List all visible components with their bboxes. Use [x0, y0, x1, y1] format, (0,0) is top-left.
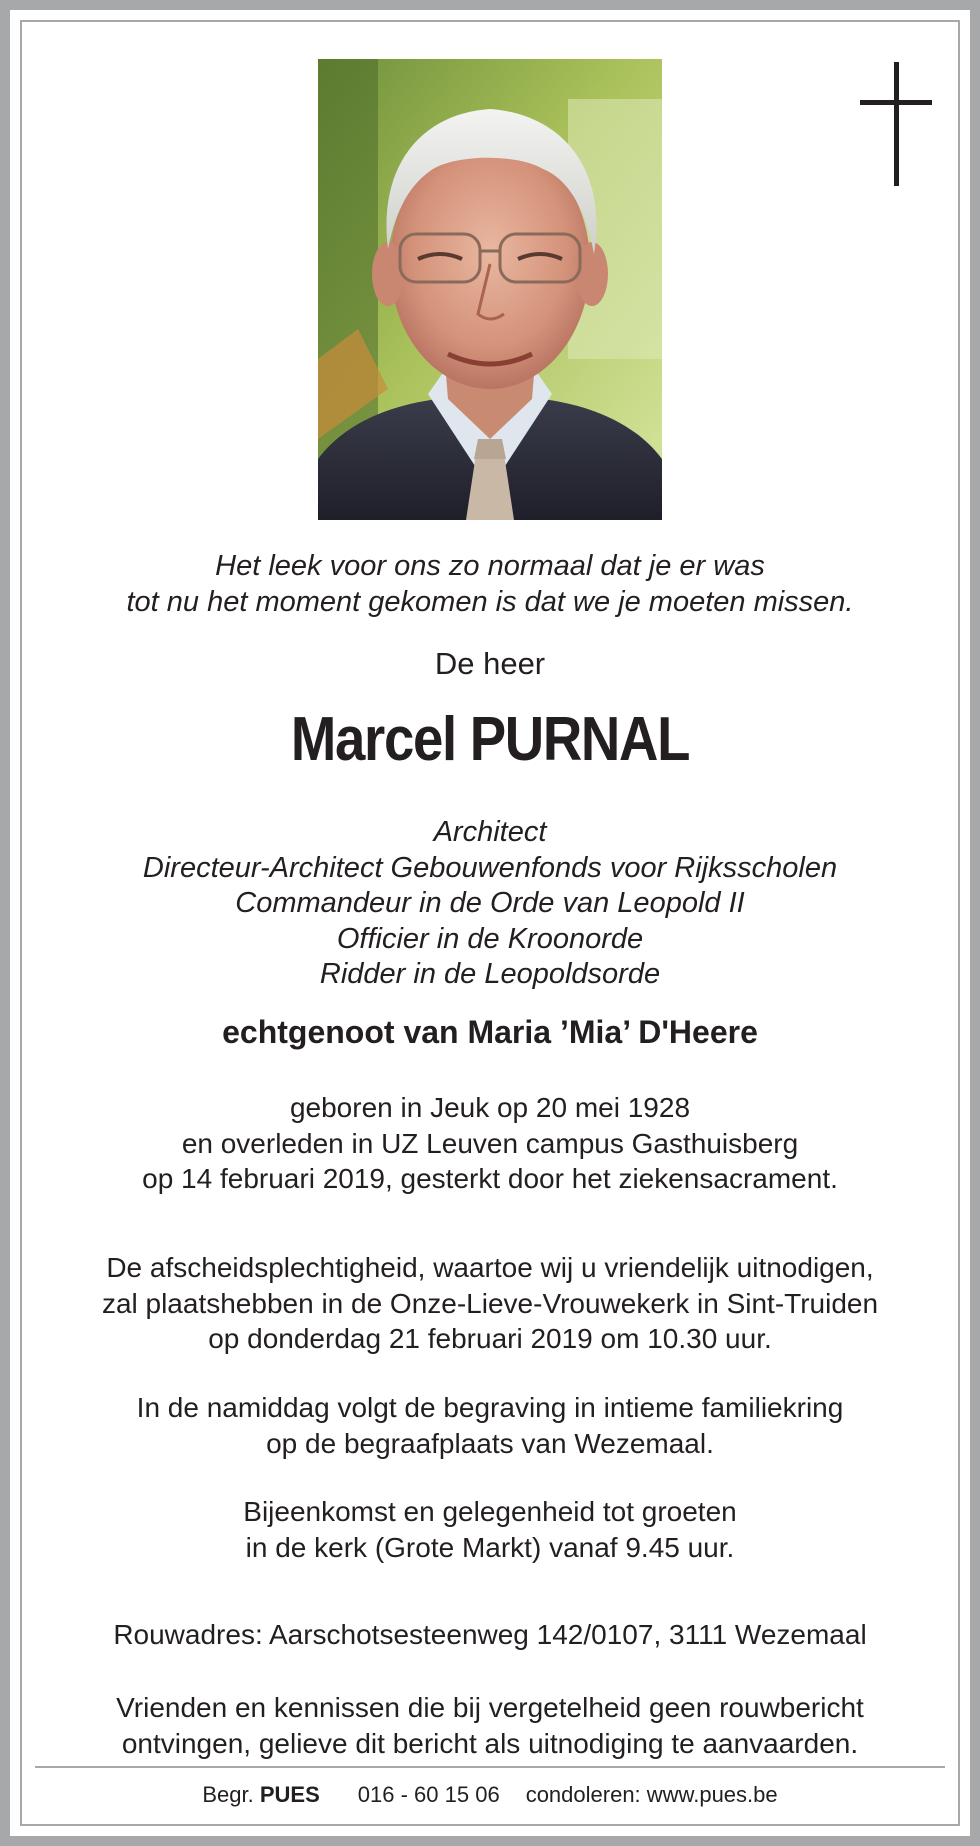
burial-line: op de begraafplaats van Wezemaal.: [266, 1427, 714, 1459]
title-line: Commandeur in de Orde van Leopold II: [235, 887, 745, 919]
poem: [30, 548, 950, 620]
salutation: De heer: [434, 646, 546, 681]
poem-line: tot nu het moment gekomen is dat we je moeten missen.: [126, 586, 854, 618]
ceremony-line: zal plaatshebben in de Onze-Lieve-Vrouwekerk in Sint-Truiden: [101, 1287, 879, 1319]
ceremony-line: De afscheidsplechtigheid, waartoe wij u vriendelijk uitnodigen,: [106, 1252, 874, 1283]
birth-death-details: [30, 1090, 950, 1197]
undertaker-name: PUES: [259, 1782, 320, 1807]
condolence-link[interactable]: condoleren: www.pues.be: [525, 1782, 778, 1807]
birth-death-line: en overleden in UZ Leuven campus Gasthuisberg: [181, 1127, 799, 1159]
footer-prefix: Begr.: [202, 1782, 254, 1807]
birth-death-line: geboren in Jeuk op 20 mei 1928: [289, 1092, 691, 1123]
friends-notice-line: ontvingen, gelieve dit bericht als uitnodiging te aanvaarden.: [121, 1727, 859, 1759]
gathering-line: Bijeenkomst en gelegenheid tot groeten: [243, 1496, 737, 1527]
spouse: echtgenoot van Maria ’Mia’ D'Heere: [222, 1014, 758, 1050]
gathering-line: in de kerk (Grote Markt) vanaf 9.45 uur.: [245, 1531, 735, 1563]
title-line: Officier in de Kroonorde: [336, 922, 644, 955]
undertaker-phone: 016 - 60 15 06: [357, 1782, 500, 1807]
portrait-photo: [318, 59, 662, 520]
ceremony-line: op donderdag 21 februari 2019 om 10.30 uur.: [208, 1323, 772, 1354]
title-line: Ridder in de Leopoldsorde: [319, 958, 661, 990]
title-line: Architect: [433, 816, 547, 848]
cross-icon: [858, 62, 934, 186]
title-line: Directeur-Architect Gebouwenfonds voor Rijksscholen: [142, 851, 838, 884]
birth-death-line: op 14 februari 2019, gesterkt door het ziekensacrament.: [142, 1163, 838, 1194]
friends-notice-line: Vrienden en kennissen die bij vergetelheid geen rouwbericht: [116, 1692, 864, 1723]
mourning-address: Rouwadres: Aarschotsesteenweg 142/0107, 3111 Wezemaal: [113, 1619, 867, 1650]
poem-line: Het leek voor ons zo normaal dat je er was: [215, 550, 765, 582]
burial-details: [30, 1390, 950, 1461]
friends-notice: [30, 1690, 950, 1761]
burial-line: In de namiddag volgt de begraving in intieme familiekring: [136, 1392, 844, 1423]
gathering-details: [30, 1494, 950, 1565]
footer: [30, 1780, 950, 1810]
titles-list: [30, 815, 950, 993]
ceremony-details: [30, 1250, 950, 1357]
deceased-name: Marcel PURNAL: [290, 705, 690, 774]
footer-divider: [35, 1766, 945, 1768]
